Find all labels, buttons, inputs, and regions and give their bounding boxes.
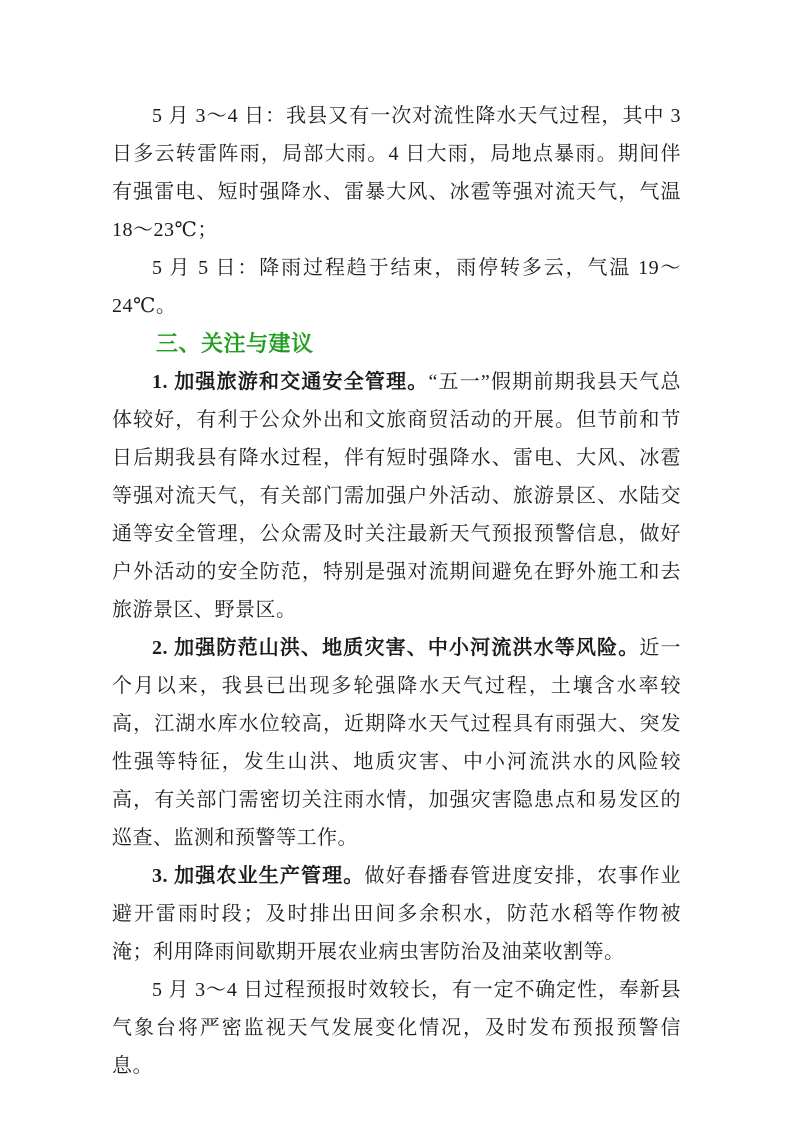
advice-3-body-text: 做好春播春管进度安排，农事作业避开雷雨时段；及时排出田间多余积水，防范水稻等作物被淹；利用降雨间歇期开展农业病虫害防治及油菜收割等。 [112,865,682,963]
paragraph-advice-agriculture-management [112,857,681,971]
advice-3-bold-lead: 3. 加强农业生产管理。 [152,865,365,887]
paragraph-closing-forecast-uncertainty: 5 月 3～4 日过程预报时效较长，有一定不确定性，奉新县气象台将严密监视天气发展变化情况，及时发布预报预警信息。 [112,979,681,1077]
advice-2-body-text: 近一个月以来，我县已出现多轮强降水天气过程，土壤含水率较高，江湖水库水位较高，近期降水天气过程具有雨强大、突发性强等特征，发生山洪、地质灾害、中小河流洪水的风险较高，有关部门需密切关注雨水情，加强灾害隐患点和易发区的巡查、监测和预警等工作。 [112,637,682,849]
paragraph-forecast-may3-4: 5 月 3～4 日：我县又有一次对流性降水天气过程，其中 3 日多云转雷阵雨，局部大雨。4 日大雨，局地点暴雨。期间伴有强雷电、短时强降水、雷暴大风、冰雹等强对流天气，气温 18～23℃； [112,105,681,241]
advice-1-bold-lead: 1. 加强旅游和交通安全管理。 [152,371,429,393]
advice-2-bold-lead: 2. 加强防范山洪、地质灾害、中小河流洪水等风险。 [152,637,640,659]
section-heading-attention-and-suggestions: 三、关注与建议 [156,331,314,356]
advice-1-body-text: “五一”假期前期我县天气总体较好，有利于公众外出和文旅商贸活动的开展。但节前和节日后期我县有降水过程，伴有短时强降水、雷电、大风、冰雹等强对流天气，有关部门需加强户外活动、旅游景区、水陆交通等安全管理，公众需及时关注最新天气预报预警信息，做好户外活动的安全防范，特别是强对流期间避免在野外施工和去旅游景区、野景区。 [112,371,681,621]
paragraph-forecast-may5: 5 月 5 日：降雨过程趋于结束，雨停转多云，气温 19～24℃。 [112,257,681,317]
paragraph-advice-flood-geohazard-risk [112,629,681,857]
paragraph-advice-tourism-traffic-safety [112,363,681,629]
